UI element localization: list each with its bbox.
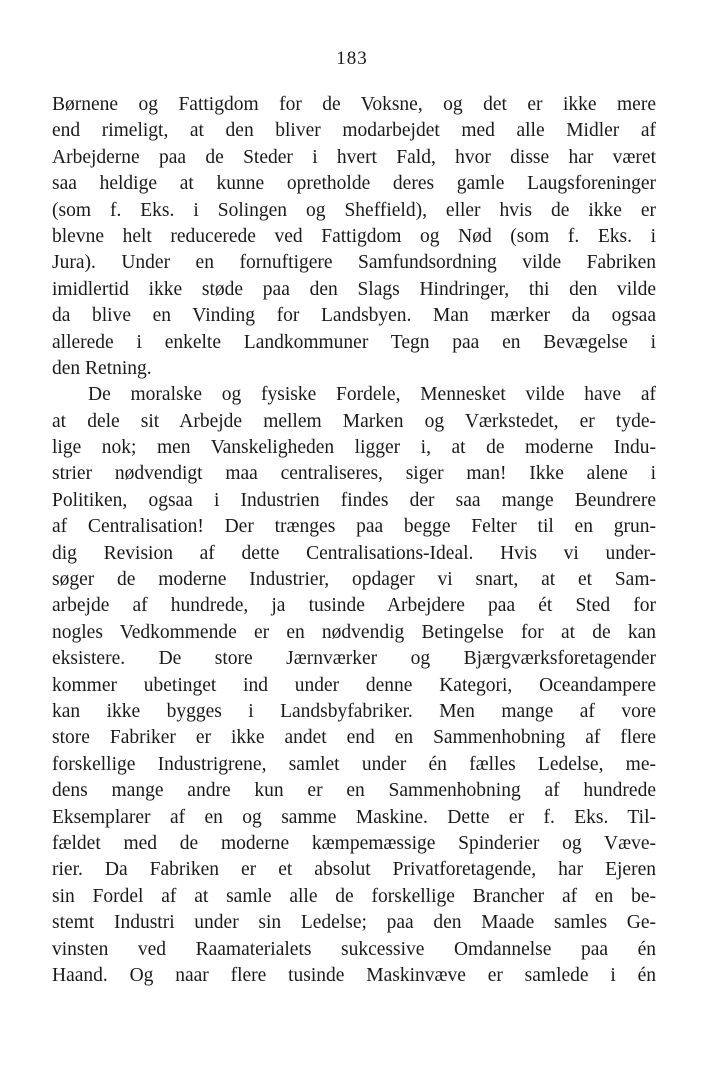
text-line: imidlertid ikke støde paa den Slags Hindringer, thi den vilde (52, 278, 656, 300)
text-line: vinsten ved Raamaterialets sukcessive Omdannelse paa én (52, 938, 656, 960)
text-line: De moralske og fysiske Fordele, Mennesket vilde have af (88, 384, 656, 406)
text-line: dig Revision af dette Centralisations-Ideal. Hvis vi under- (52, 542, 656, 564)
body-text (52, 92, 656, 989)
text-line: lige nok; men Vanskeligheden ligger i, at de moderne Indu- (52, 437, 656, 459)
text-line: end rimeligt, at den bliver modarbejdet med alle Midler af (52, 120, 656, 142)
page-number: 183 (336, 48, 368, 69)
text-line: at dele sit Arbejde mellem Marken og Værkstedet, er tyde- (52, 410, 656, 432)
text-line: strier nødvendigt maa centraliseres, siger man! Ikke alene i (52, 463, 656, 485)
text-line: Arbejderne paa de Steder i hvert Fald, hvor disse har været (52, 146, 656, 168)
text-line: søger de moderne Industrier, opdager vi snart, at et Sam- (52, 569, 656, 591)
text-line: stemt Industri under sin Ledelse; paa den Maade samles Ge- (52, 912, 656, 934)
text-line: da blive en Vinding for Landsbyen. Man mærker da ogsaa (52, 305, 656, 327)
text-line: nogles Vedkommende er en nødvendig Betingelse for at de kan (52, 621, 656, 643)
text-line: Haand. Og naar flere tusinde Maskinvæve er samlede i én (52, 964, 656, 986)
text-line: fældet med de moderne kæmpemæssige Spinderier og Væve- (52, 832, 656, 854)
text-line: saa heldige at kunne opretholde deres gamle Laugsforeninger (52, 173, 656, 195)
text-line: store Fabriker er ikke andet end en Sammenhobning af flere (52, 727, 656, 749)
paragraph-1 (52, 92, 656, 382)
text-line: forskellige Industrigrene, samlet under én fælles Ledelse, me- (52, 753, 656, 775)
text-line: kommer ubetinget ind under denne Kategori, Oceandampere (52, 674, 656, 696)
paragraph-2 (52, 382, 656, 989)
text-line: kan ikke bygges i Landsbyfabriker. Men mange af vore (52, 700, 656, 722)
text-line: sin Fordel af at samle alle de forskellige Brancher af en be- (52, 885, 656, 907)
text-line: Eksemplarer af en og samme Maskine. Dette er f. Eks. Til- (52, 806, 656, 828)
text-line: den Retning. (52, 357, 152, 379)
text-line: eksistere. De store Jærnværker og Bjærgværksforetagender (52, 648, 656, 670)
text-line: rier. Da Fabriken er et absolut Privatforetagende, har Ejeren (52, 859, 656, 881)
text-line: Børnene og Fattigdom for de Voksne, og det er ikke mere (52, 94, 656, 115)
text-line: blevne helt reducerede ved Fattigdom og Nød (som f. Eks. i (52, 225, 656, 247)
text-line: allerede i enkelte Landkommuner Tegn paa en Bevægelse i (52, 331, 656, 353)
text-line: af Centralisation! Der trænges paa begge Felter til en grun- (52, 516, 656, 538)
text-line: arbejde af hundrede, ja tusinde Arbejdere paa ét Sted for (52, 595, 656, 617)
text-line: Jura). Under en fornuftigere Samfundsordning vilde Fabriken (52, 252, 656, 274)
text-line: dens mange andre kun er en Sammenhobning af hundrede (52, 780, 656, 802)
text-line: (som f. Eks. i Solingen og Sheffield), eller hvis de ikke er (52, 199, 656, 221)
text-line: Politiken, ogsaa i Industrien findes der saa mange Beundrere (52, 489, 656, 511)
